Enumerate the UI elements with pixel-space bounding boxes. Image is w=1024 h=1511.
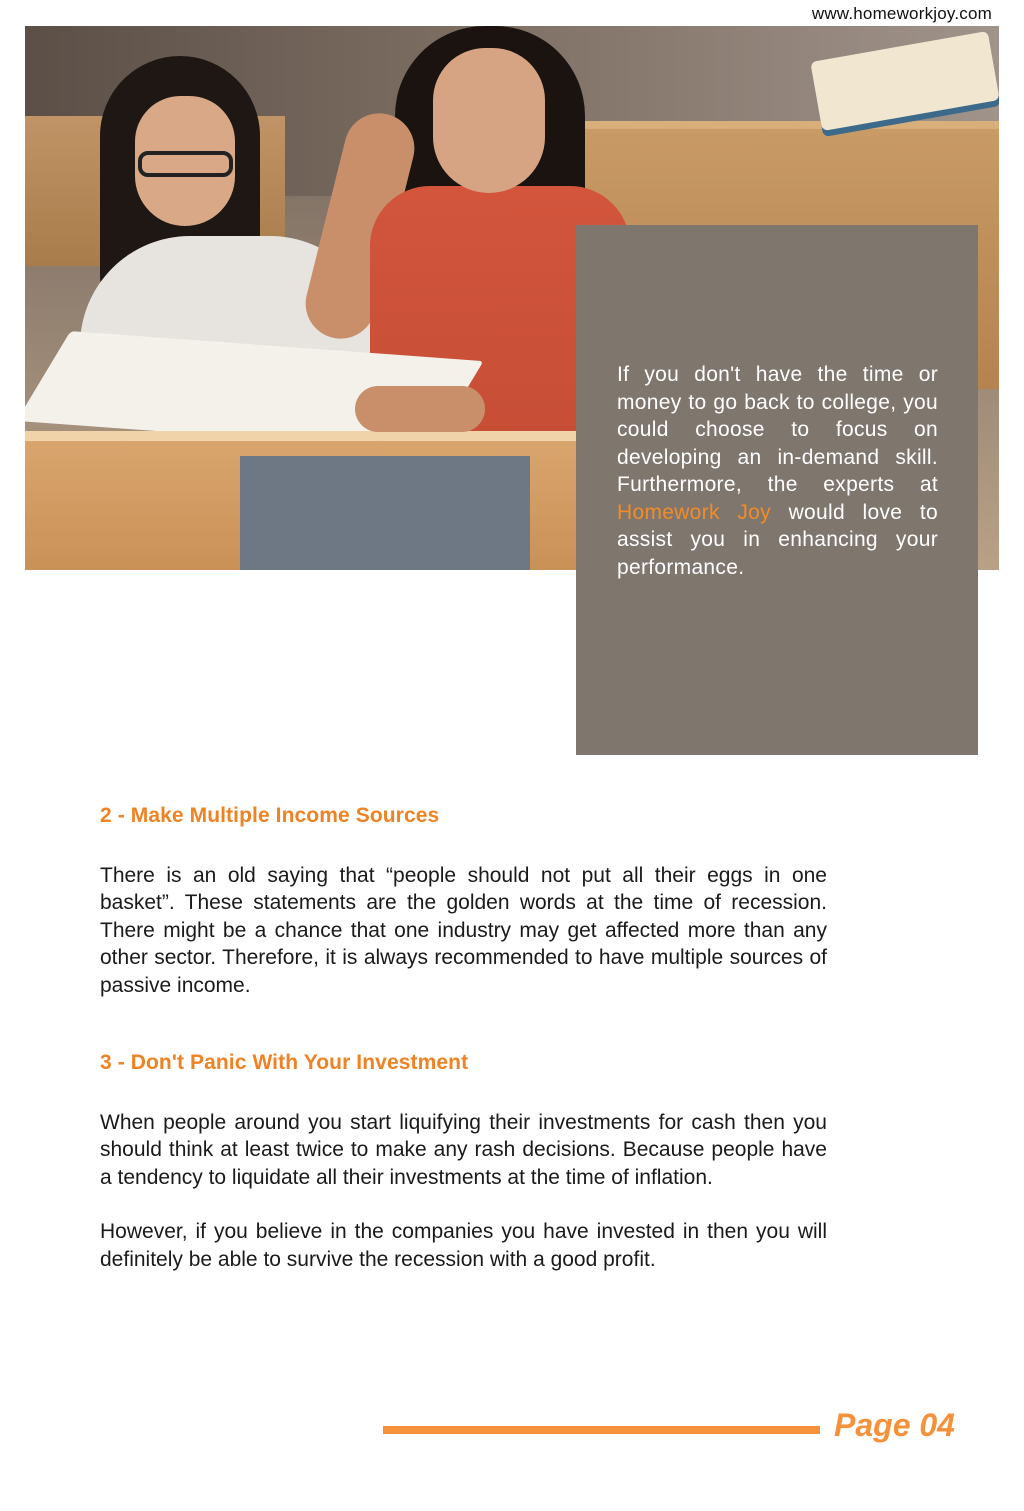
callout-text-after: would love to assist you in enhancing your performance.	[617, 500, 938, 579]
photo-face	[433, 48, 545, 193]
callout-text	[617, 361, 938, 581]
site-url: www.homeworkjoy.com	[811, 4, 992, 23]
section-investment	[100, 1051, 827, 1300]
section-paragraph: There is an old saying that “people should not put all their eggs in one basket”. These statements are the golden words at the time of recession. There might be a chance that one industry may get affected more than any other sector. Therefore, it is always recommended to have multiple sources of passive income.	[100, 864, 827, 997]
section-paragraph: When people around you start liquifying their investments for cash then you should think at least twice to make any rash decisions. Because people have a tendency to liquidate all their investments at the time of inflation.	[100, 1111, 827, 1189]
footer-divider	[383, 1426, 820, 1434]
page-number: Page 04	[834, 1407, 955, 1443]
photo-desk-panel	[240, 456, 530, 570]
callout-box	[576, 225, 978, 755]
section-heading: 2 - Make Multiple Income Sources	[100, 804, 440, 827]
homework-joy-link[interactable]: Homework Joy	[617, 500, 771, 524]
section-heading: 3 - Don't Panic With Your Investment	[100, 1051, 469, 1074]
callout-text-before: If you don't have the time or money to go back to college, you could choose to focus on developing an in-demand skill. Furthermore, the experts at	[617, 363, 938, 496]
section-multiple-income	[100, 804, 827, 1026]
section-paragraph: However, if you believe in the companies you have invested in then you will definitely be able to survive the recession with a good profit.	[100, 1220, 827, 1271]
photo-glasses	[138, 151, 233, 177]
